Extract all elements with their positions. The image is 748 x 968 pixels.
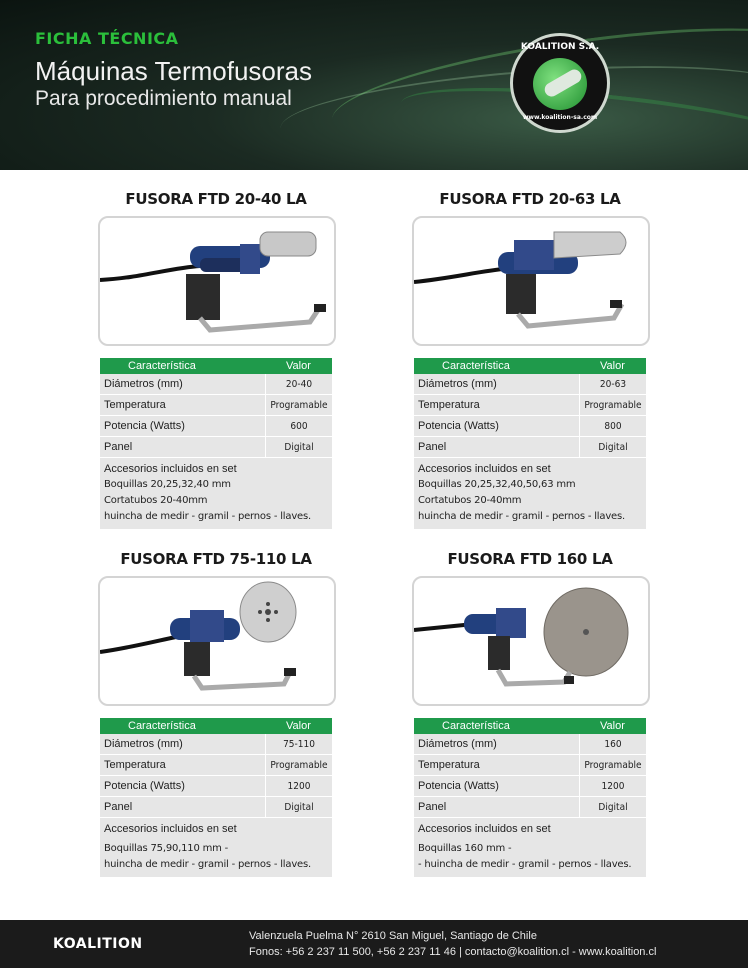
header-value: Valor: [600, 360, 625, 372]
logo-url: www.koalition-sa.com: [522, 114, 598, 121]
spec-key: Panel: [418, 801, 447, 813]
spec-row: [100, 776, 332, 797]
accessories-line: - huincha de medir - gramil - pernos - llaves.: [418, 859, 632, 870]
spec-row: [414, 776, 646, 797]
accessories-heading: Accesorios incluidos en set: [104, 823, 237, 835]
spec-row: [414, 734, 646, 755]
accessories-heading: Accesorios incluidos en set: [418, 823, 551, 835]
page-subtitle: Para procedimiento manual: [35, 87, 292, 110]
accessories-line: huincha de medir - gramil - pernos - llaves.: [104, 859, 311, 870]
fusion-machine-icon: [414, 578, 650, 706]
header-value: Valor: [286, 360, 311, 372]
spec-table-header: [414, 718, 646, 734]
spec-value: Digital: [265, 437, 332, 457]
accessories-heading: Accesorios incluidos en set: [418, 463, 551, 475]
spec-value: 600: [265, 416, 332, 436]
spec-table-header: [100, 718, 332, 734]
spec-value: Digital: [265, 797, 332, 817]
accessories-heading: Accesorios incluidos en set: [104, 463, 237, 475]
spec-row: [100, 437, 332, 458]
spec-key: Temperatura: [418, 759, 480, 771]
footer-address: Valenzuela Puelma N° 2610 San Miguel, Santiago de Chile: [249, 930, 537, 942]
spec-value: Programable: [579, 755, 646, 775]
spec-value: Digital: [579, 437, 646, 457]
spec-value: 1200: [265, 776, 332, 796]
product-image: [412, 576, 650, 706]
accessories-block: [414, 458, 646, 529]
spec-table-header: [100, 358, 332, 374]
footer: [0, 920, 748, 968]
accessories-line: Cortatubos 20-40mm: [418, 495, 522, 506]
fusion-machine-icon: [100, 578, 336, 706]
spec-value: 1200: [579, 776, 646, 796]
spec-row: [100, 395, 332, 416]
accessories-line: huincha de medir - gramil - pernos - llaves.: [104, 511, 311, 522]
spec-key: Panel: [104, 441, 133, 453]
spec-key: Diámetros (mm): [104, 378, 183, 390]
product-title: FUSORA FTD 20-40 LA: [125, 190, 307, 208]
footer-contact: Fonos: +56 2 237 11 500, +56 2 237 11 46 | contacto@koalition.cl - www.koalition.cl: [249, 946, 657, 958]
accessories-line: Boquillas 75,90,110 mm -: [104, 843, 229, 854]
spec-key: Diámetros (mm): [418, 738, 497, 750]
header-characteristic: Característica: [128, 720, 196, 732]
spec-key: Potencia (Watts): [104, 780, 185, 792]
spec-value: Programable: [579, 395, 646, 415]
product-title: FUSORA FTD 160 LA: [447, 550, 613, 568]
fusion-machine-icon: [100, 218, 336, 346]
spec-value: 800: [579, 416, 646, 436]
spec-row: [414, 755, 646, 776]
accessories-block: [414, 818, 646, 877]
accessories-line: Boquillas 20,25,32,40 mm: [104, 479, 231, 490]
spec-key: Diámetros (mm): [104, 738, 183, 750]
spec-key: Temperatura: [104, 399, 166, 411]
logo-name: KOALITION S.A.: [520, 42, 600, 52]
company-logo: [510, 33, 610, 133]
product-image: [412, 216, 650, 346]
spec-table: [414, 718, 646, 877]
spec-row: [100, 755, 332, 776]
spec-table: [100, 718, 332, 877]
accessories-block: [100, 458, 332, 529]
spec-row: [414, 374, 646, 395]
spec-key: Temperatura: [104, 759, 166, 771]
spec-table: [414, 358, 646, 529]
header-value: Valor: [600, 720, 625, 732]
header-banner: [0, 0, 748, 170]
accessories-line: Boquillas 160 mm -: [418, 843, 512, 854]
product-image: [98, 216, 336, 346]
footer-brand: KOALITION: [53, 936, 143, 952]
spec-key: Potencia (Watts): [418, 420, 499, 432]
header-characteristic: Característica: [442, 720, 510, 732]
section-label: FICHA TÉCNICA: [35, 29, 179, 48]
spec-row: [100, 374, 332, 395]
header-characteristic: Característica: [128, 360, 196, 372]
spec-key: Temperatura: [418, 399, 480, 411]
spec-row: [414, 437, 646, 458]
spec-row: [100, 416, 332, 437]
spec-value: 20-63: [579, 374, 646, 394]
accessories-line: Boquillas 20,25,32,40,50,63 mm: [418, 479, 576, 490]
accessories-block: [100, 818, 332, 877]
spec-row: [100, 734, 332, 755]
spec-row: [414, 797, 646, 818]
fusion-machine-icon: [414, 218, 650, 346]
spec-key: Panel: [418, 441, 447, 453]
spec-value: Programable: [265, 395, 332, 415]
spec-value: Digital: [579, 797, 646, 817]
spec-table-header: [414, 358, 646, 374]
product-title: FUSORA FTD 75-110 LA: [120, 550, 312, 568]
header-characteristic: Característica: [442, 360, 510, 372]
accessories-line: Cortatubos 20-40mm: [104, 495, 208, 506]
spec-key: Potencia (Watts): [104, 420, 185, 432]
spec-table: [100, 358, 332, 529]
product-image: [98, 576, 336, 706]
accessories-line: huincha de medir - gramil - pernos - llaves.: [418, 511, 625, 522]
spec-row: [414, 395, 646, 416]
spec-value: 20-40: [265, 374, 332, 394]
page-title: Máquinas Termofusoras: [35, 56, 312, 86]
spec-key: Potencia (Watts): [418, 780, 499, 792]
product-title: FUSORA FTD 20-63 LA: [439, 190, 621, 208]
spec-value: 75-110: [265, 734, 332, 754]
spec-row: [100, 797, 332, 818]
spec-key: Panel: [104, 801, 133, 813]
spec-value: 160: [579, 734, 646, 754]
header-value: Valor: [286, 720, 311, 732]
spec-row: [414, 416, 646, 437]
spec-key: Diámetros (mm): [418, 378, 497, 390]
spec-value: Programable: [265, 755, 332, 775]
